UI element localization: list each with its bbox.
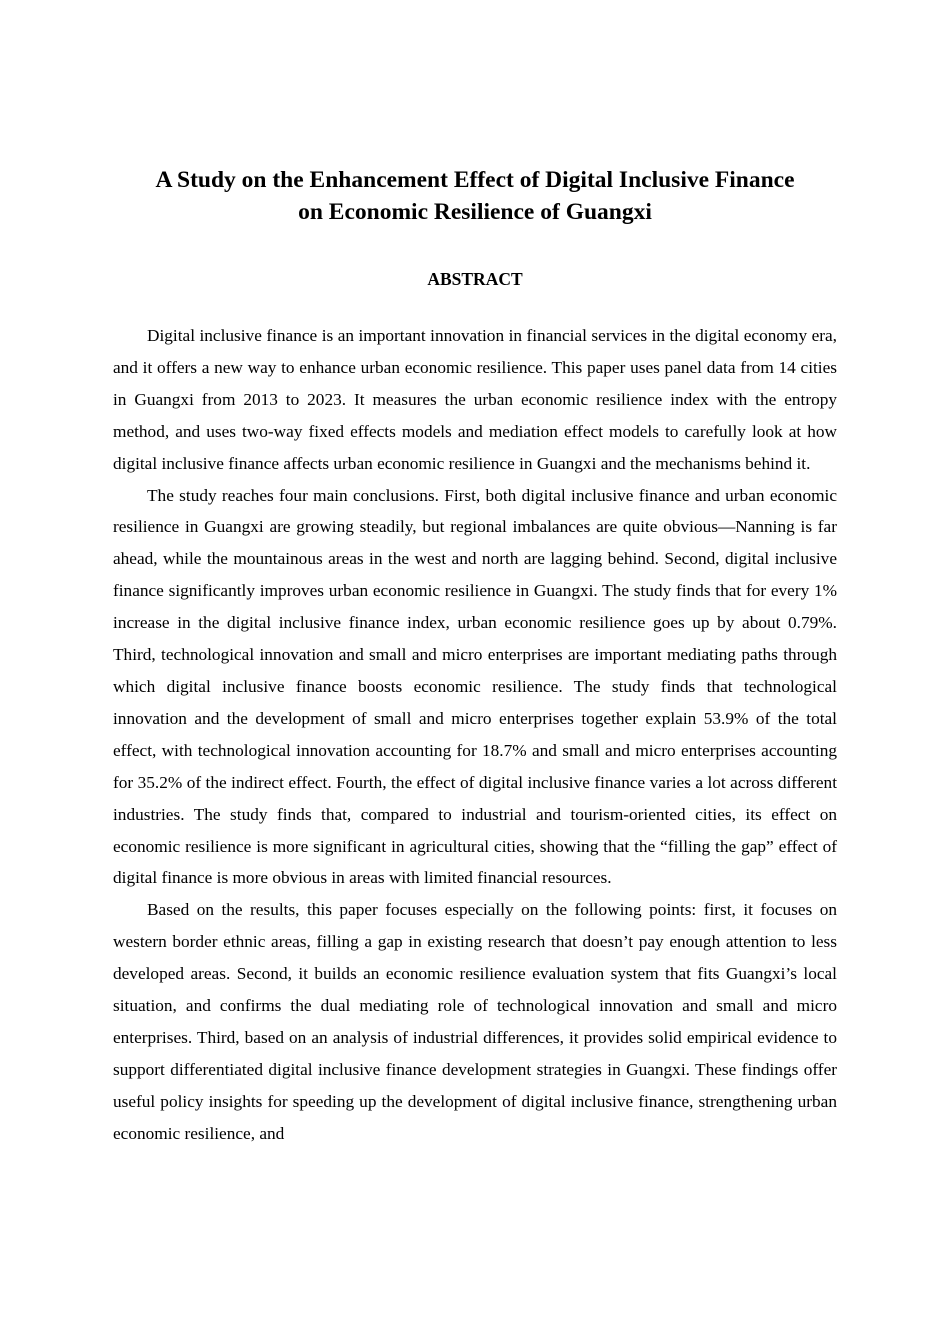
paper-title-line-2: on Economic Resilience of Guangxi (298, 199, 652, 225)
abstract-body (113, 320, 837, 1150)
abstract-heading: ABSTRACT (427, 269, 523, 289)
paper-title (113, 164, 837, 228)
abstract-paragraph-1: Digital inclusive finance is an important innovation in financial services in the digital economy era, and it offers a new way to enhance urban economic resilience. This paper uses panel data from 14 cities in Guangxi from 2013 to 2023. It measures the urban economic resilience index with the entropy method, and uses two-way fixed effects models and mediation effect models to carefully look at how digital inclusive finance affects urban economic resilience in Guangxi and the mechanisms behind it. (113, 326, 837, 473)
abstract-paragraph-3: Based on the results, this paper focuses especially on the following points: first, it focuses on western border ethnic areas, filling a gap in existing research that doesn’t pay enough attention to less developed areas. Second, it builds an economic resilience evaluation system that fits Guangxi’s local situation, and confirms the dual mediating role of technological innovation and small and micro enterprises. Third, based on an analysis of industrial differences, it provides solid empirical evidence to support differentiated digital inclusive finance development strategies in Guangxi. These findings offer useful policy insights for speeding up the development of digital inclusive finance, strengthening urban economic resilience, and (113, 900, 837, 1143)
abstract-paragraph-2: The study reaches four main conclusions. First, both digital inclusive finance and urban economic resilience in Guangxi are growing steadily, but regional imbalances are quite obvious—Nanning is far ahead, while the mountainous areas in the west and north are lagging behind. Second, digital inclusive finance significantly improves urban economic resilience in Guangxi. The study finds that for every 1% increase in the digital inclusive finance index, urban economic resilience goes up by about 0.79%. Third, technological innovation and small and micro enterprises are important mediating paths through which digital inclusive finance boosts economic resilience. The study finds that technological innovation and the development of small and micro enterprises together explain 53.9% of the total effect, with technological innovation accounting for 18.7% and small and micro enterprises accounting for 35.2% of the indirect effect. Fourth, the effect of digital inclusive finance varies a lot across different industries. The study finds that, compared to industrial and tourism-oriented cities, its effect on economic resilience is more significant in agricultural cities, showing that the “filling the gap” effect of digital finance is more obvious in areas with limited financial resources. (113, 485, 837, 888)
paper-title-line-1: A Study on the Enhancement Effect of Digital Inclusive Finance (155, 167, 795, 193)
